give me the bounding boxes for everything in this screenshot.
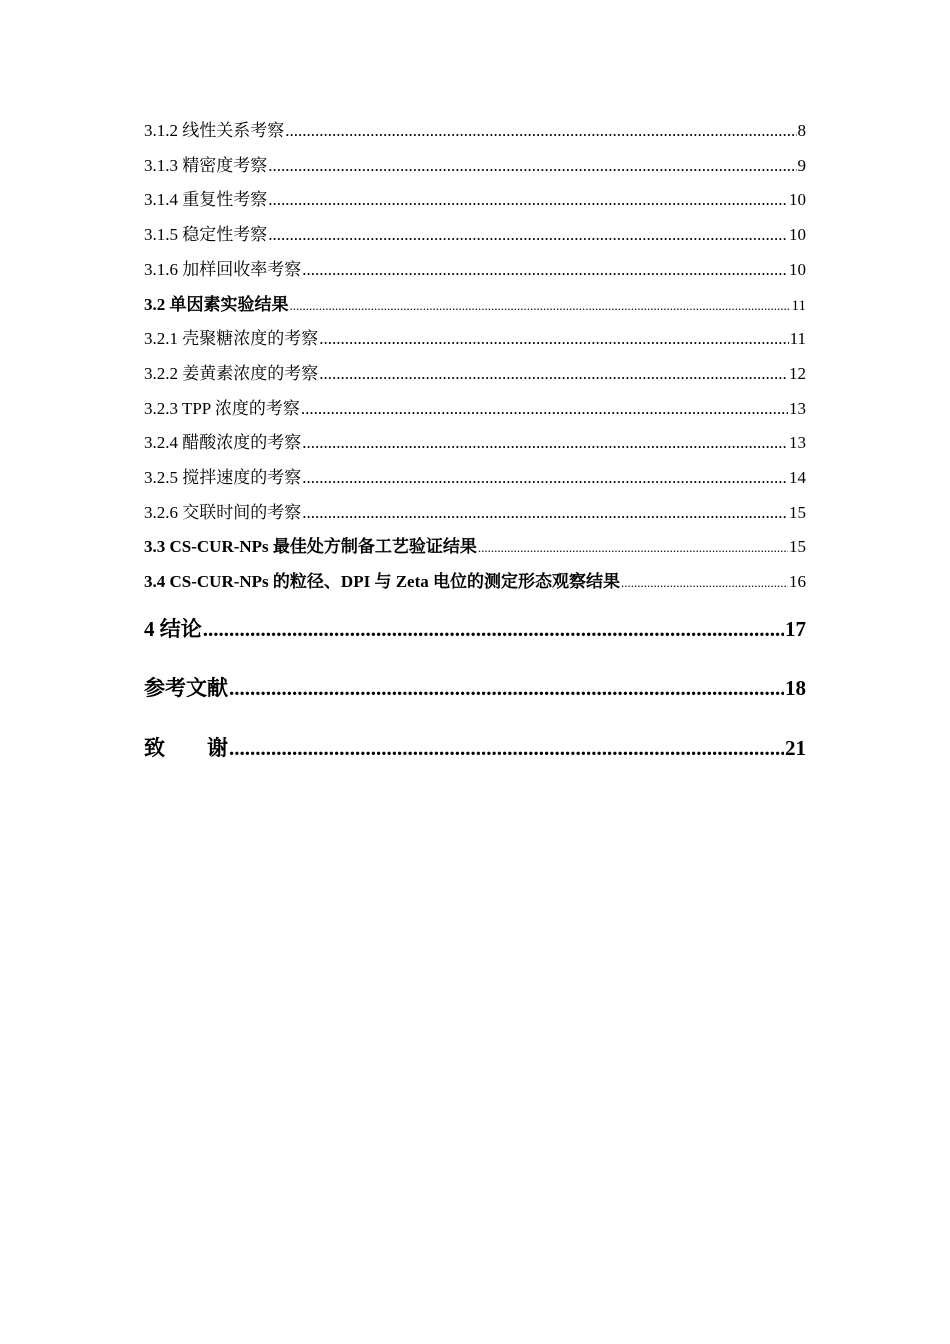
toc-leader-dots (302, 260, 788, 280)
toc-leader-dots (229, 676, 784, 701)
toc-page-number: 21 (785, 736, 806, 760)
toc-leader-dots (302, 503, 788, 523)
toc-entry-label: 3.1.2 线性关系考察 (144, 121, 285, 140)
toc-entry-label: 3.4 CS-CUR-NPs 的粒径、DPI 与 Zeta 电位的测定形态观察结果 (144, 572, 620, 591)
toc-page-number: 13 (789, 399, 806, 418)
toc-entry[interactable] (144, 532, 806, 557)
toc-entry-label: 3.2.6 交联时间的考察 (144, 503, 302, 522)
toc-page-number: 10 (789, 225, 806, 244)
toc-page-number: 15 (789, 503, 806, 522)
toc-entry[interactable] (144, 290, 806, 315)
toc-entry-label: 3.2 单因素实验结果 (144, 295, 289, 314)
toc-page-number: 11 (789, 329, 806, 348)
toc-entry[interactable] (144, 567, 806, 592)
toc-leader-dots (621, 575, 788, 591)
toc-leader-dots (290, 298, 791, 314)
toc-leader-dots (268, 225, 788, 245)
toc-page-number: 16 (789, 572, 806, 591)
toc-entry[interactable] (144, 463, 806, 488)
toc-page-number: 10 (789, 260, 806, 279)
toc-entry[interactable] (144, 394, 806, 419)
toc-page-number: 10 (789, 190, 806, 209)
toc-leader-dots (319, 364, 788, 384)
toc-entry-label: 参考文献 (144, 676, 228, 700)
toc-page-number: 13 (789, 433, 806, 452)
toc-entry[interactable] (144, 255, 806, 280)
toc-entry[interactable] (144, 613, 806, 643)
toc-entry-label: 3.2.3 TPP 浓度的考察 (144, 399, 300, 418)
toc-entry[interactable] (144, 220, 806, 245)
toc-leader-dots (203, 617, 784, 642)
toc-page-number: 9 (797, 156, 806, 175)
toc-entry-label: 3.1.3 精密度考察 (144, 156, 268, 175)
toc-page-number: 12 (789, 364, 806, 383)
toc-entry[interactable] (144, 185, 806, 210)
toc-leader-dots (302, 468, 788, 488)
toc-leader-dots (229, 736, 784, 761)
toc-entry-label: 3.1.6 加样回收率考察 (144, 260, 302, 279)
toc-entry-label: 3.3 CS-CUR-NPs 最佳处方制备工艺验证结果 (144, 537, 477, 556)
toc-page-number: 17 (785, 617, 806, 641)
toc-leader-dots (285, 121, 796, 141)
toc-page-number: 8 (797, 121, 806, 140)
toc-entry[interactable] (144, 672, 806, 702)
toc-entry-label: 3.2.5 搅拌速度的考察 (144, 468, 302, 487)
toc-leader-dots (302, 433, 788, 453)
toc-entry[interactable] (144, 116, 806, 141)
toc-page-number: 18 (785, 676, 806, 700)
toc-leader-dots (268, 190, 788, 210)
toc-entry-label: 3.2.4 醋酸浓度的考察 (144, 433, 302, 452)
toc-entry-label: 3.1.4 重复性考察 (144, 190, 268, 209)
toc-entry[interactable] (144, 324, 806, 349)
toc-entry-label: 3.2.1 壳聚糖浓度的考察 (144, 329, 319, 348)
toc-entry[interactable] (144, 359, 806, 384)
toc-entry[interactable] (144, 151, 806, 176)
toc-entry[interactable] (144, 732, 806, 762)
toc-page-number: 15 (789, 537, 806, 556)
toc-entry-label: 致 谢 (144, 736, 228, 760)
toc-entry[interactable] (144, 428, 806, 453)
toc-page-number: 11 (791, 298, 806, 314)
toc-entry[interactable] (144, 498, 806, 523)
toc-entry-label: 4 结论 (144, 617, 202, 641)
toc-leader-dots (319, 329, 788, 349)
toc-leader-dots (268, 156, 796, 176)
toc-entry-label: 3.1.5 稳定性考察 (144, 225, 268, 244)
toc-leader-dots (478, 540, 788, 556)
toc-leader-dots (301, 399, 788, 419)
toc-entry-label: 3.2.2 姜黄素浓度的考察 (144, 364, 319, 383)
toc-page-number: 14 (789, 468, 806, 487)
